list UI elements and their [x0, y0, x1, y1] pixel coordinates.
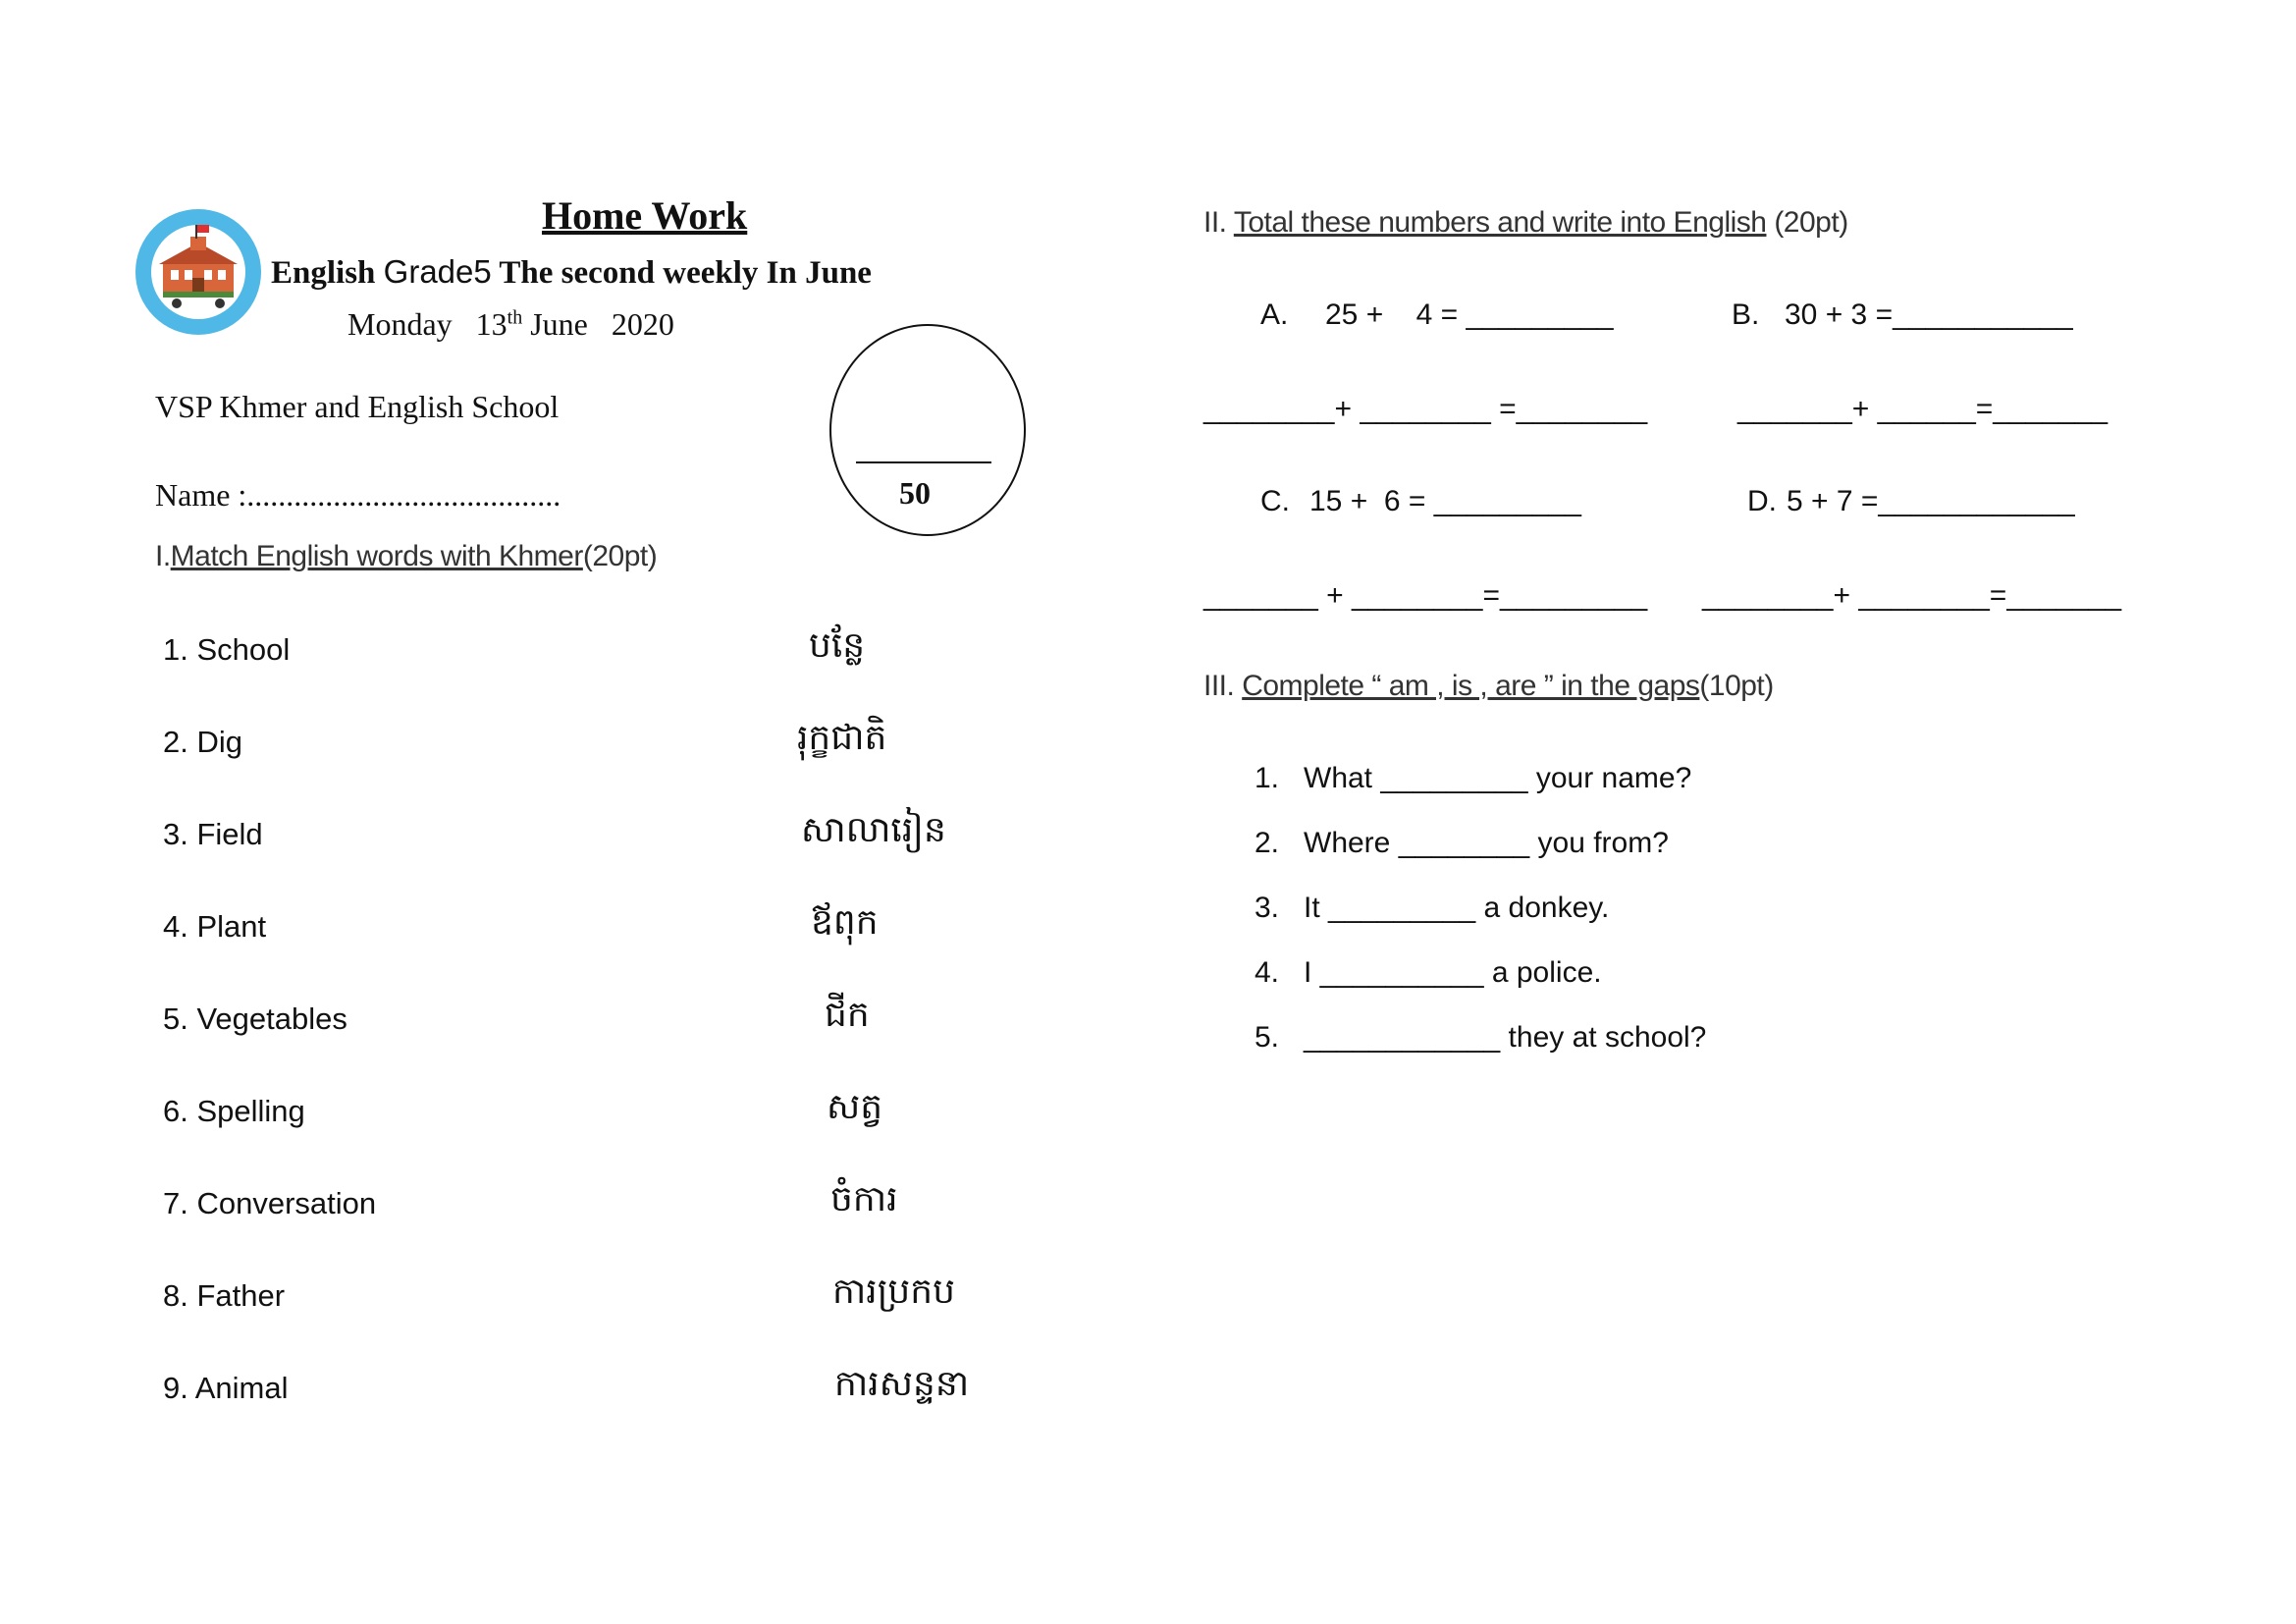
english-word: 3. Field — [163, 817, 263, 851]
answer-blank-row[interactable]: ________+ ________=_______ — [1702, 579, 2122, 612]
section-3-heading — [1203, 670, 1774, 703]
name-field[interactable]: Name :........................................ — [155, 477, 561, 513]
section-3-points: (10pt) — [1699, 670, 1774, 702]
problem-expression[interactable]: 25 + 4 = _________ — [1325, 298, 1614, 331]
khmer-word: ចំការ — [830, 1178, 898, 1218]
section-2-points: (20pt) — [1774, 206, 1848, 239]
item-number: 3. — [1255, 892, 1280, 924]
score-total: 50 — [899, 475, 931, 511]
english-word: 7. Conversation — [163, 1186, 377, 1220]
problem-expression[interactable]: 15 + 6 = _________ — [1309, 485, 1581, 517]
english-word: 1. School — [163, 632, 291, 667]
khmer-word: សាលារៀន — [801, 809, 946, 849]
khmer-word: សត្វ — [827, 1086, 883, 1126]
item-number: 2. — [1255, 827, 1280, 859]
khmer-word: រុក្ខជាតិ — [797, 717, 887, 757]
english-word: 5. Vegetables — [163, 1001, 347, 1036]
answer-blank-row[interactable]: _______ + ________=_________ — [1203, 579, 1648, 612]
section-2-heading — [1203, 206, 1848, 240]
problem-letter: B. — [1732, 298, 1760, 331]
section-3-title: Complete “ am , is , are ” in the gaps — [1242, 670, 1700, 702]
section-2-title: Total these numbers and write into English — [1233, 206, 1767, 239]
date-number: 13 — [475, 306, 507, 342]
section-2-roman: II. — [1203, 206, 1227, 239]
date-month: June — [530, 306, 588, 342]
date-year: 2020 — [611, 306, 674, 342]
page-subtitle — [271, 253, 872, 292]
subtitle-prefix: English — [271, 255, 376, 291]
section-1-points: (20pt) — [582, 540, 658, 572]
english-word: 4. Plant — [163, 909, 267, 944]
date-day: Monday — [347, 306, 453, 342]
page-title: Home Work — [542, 193, 748, 238]
gap-sentence[interactable]: It _________ a donkey. — [1304, 892, 1610, 924]
problem-letter: C. — [1260, 485, 1290, 517]
english-word: 8. Father — [163, 1278, 286, 1313]
khmer-word: ជីក — [825, 994, 870, 1034]
khmer-word: ការប្រកប — [832, 1271, 955, 1311]
section-3-roman: III. — [1203, 670, 1235, 702]
gap-sentence[interactable]: What _________ your name? — [1304, 762, 1692, 794]
school-name: VSP Khmer and English School — [155, 389, 560, 424]
subtitle-rest: The second weekly In June — [499, 255, 872, 291]
khmer-word: ឪពុក — [811, 901, 879, 942]
gap-sentence[interactable]: Where ________ you from? — [1304, 827, 1669, 859]
section-1-roman: I. — [155, 540, 171, 572]
date-line — [347, 306, 674, 343]
item-number: 1. — [1255, 762, 1280, 794]
subtitle-grade: Grade5 — [383, 253, 492, 290]
english-word: 6. Spelling — [163, 1094, 305, 1128]
section-1-heading — [155, 540, 657, 573]
gap-sentence[interactable]: ____________ they at school? — [1304, 1021, 1707, 1054]
english-word: 9. Animal — [163, 1371, 289, 1405]
problem-expression[interactable]: 30 + 3 =___________ — [1785, 298, 2073, 331]
gap-sentence[interactable]: I __________ a police. — [1304, 956, 1602, 989]
khmer-word: បន្លែ — [809, 624, 866, 665]
khmer-word: ការសន្ទនា — [834, 1363, 970, 1403]
problem-letter: A. — [1260, 298, 1289, 331]
problem-letter: D. — [1747, 485, 1777, 517]
item-number: 5. — [1255, 1021, 1280, 1054]
date-suffix: th — [507, 306, 523, 329]
score-blank-line[interactable] — [856, 461, 991, 463]
answer-blank-row[interactable]: ________+ ________ =________ — [1203, 393, 1648, 425]
answer-blank-row[interactable]: _______+ ______=_______ — [1737, 393, 2109, 425]
item-number: 4. — [1255, 956, 1280, 989]
section-1-title: Match English words with Khmer — [170, 540, 583, 572]
school-logo — [133, 207, 263, 337]
english-word: 2. Dig — [163, 725, 242, 759]
problem-expression[interactable]: 5 + 7 =____________ — [1787, 485, 2075, 517]
